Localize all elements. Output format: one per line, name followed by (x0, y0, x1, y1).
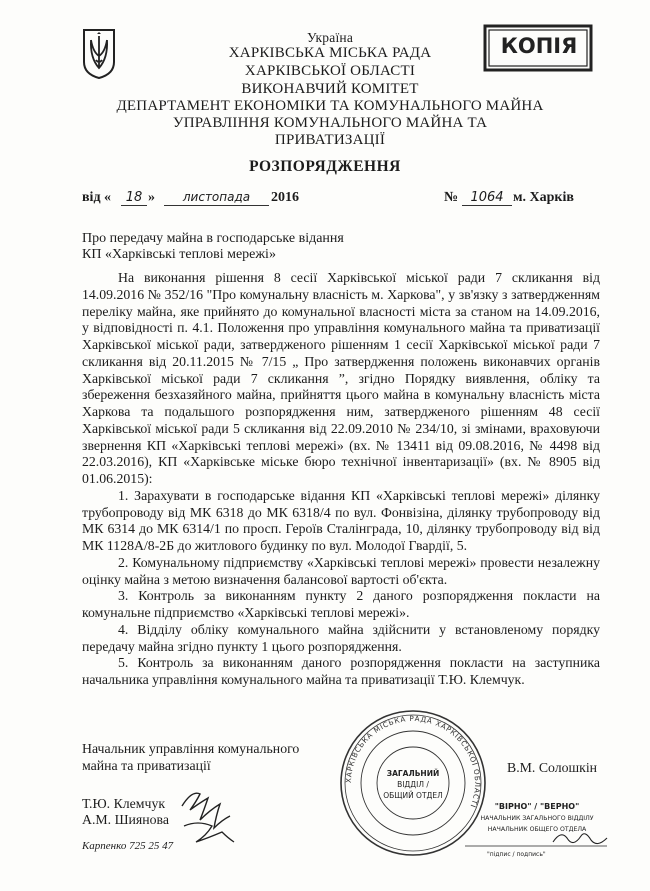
header-committee: ВИКОНАВЧИЙ КОМІТЕТ (241, 81, 419, 97)
round-stamp-center-3: ОБЩИЙ ОТДЕЛ (383, 791, 443, 800)
executor-1: Т.Ю. Клемчук (82, 796, 166, 811)
header-administration-line1: УПРАВЛІННЯ КОМУНАЛЬНОГО МАЙНА ТА (172, 115, 488, 131)
header-country: Україна (306, 30, 354, 45)
body-item-4: 4. Відділу обліку комунального майна здійснити у встановленому порядку передачу майна згідно пункту 1 цього розпорядження. (82, 621, 600, 654)
header-council: ХАРКІВСЬКА МІСЬКА РАДА (228, 45, 432, 61)
document-type-title: РОЗПОРЯДЖЕННЯ (249, 158, 401, 175)
true-stamp-line2: НАЧАЛЬНИК ЗАГАЛЬНОГО ВІДДІЛУ (480, 815, 594, 822)
body-item-3: 3. Контроль за виконанням пункту 2 даного розпорядження покласти на комунальне підприємство «Харківські теплові мережі». (82, 588, 600, 620)
true-stamp-line1: "ВІРНО" / "ВЕРНО" (494, 802, 580, 811)
date-prefix: від « (82, 190, 112, 205)
copy-stamp-text: КОПІЯ (500, 34, 578, 58)
true-stamp-line4: "підпис / подпись" (487, 851, 546, 858)
true-copy-stamp (457, 800, 615, 862)
number-prefix: № (444, 190, 459, 205)
body-item-5: 5. Контроль за виконанням даного розпорядження покласти на заступника начальника управління комунального майна та приватизації Т.Ю. Клемчук. (82, 655, 600, 687)
body-item-2: 2. Комунальному підприємству «Харківські теплові мережі» провести незалежну оцінку майна з метою визначення балансової вартості об'єкта. (82, 554, 600, 587)
round-stamp-center-1: ЗАГАЛЬНИЙ (386, 769, 440, 778)
round-stamp-center-2: ВІДДІЛ / (397, 780, 429, 789)
signatory-name: В.М. Солошкін (507, 760, 598, 775)
header-region: ХАРКІВСЬКОЇ ОБЛАСТІ (244, 63, 416, 79)
body-item-1: 1. Зарахувати в господарське відання КП «Харківські теплові мережі» ділянку трубопроводу від МК 6318 до МК 6318/4 по вул. Фонвізіна, ділянку трубопроводу від МК 6314 до МК 6314/1 по просп. Героїв Сталінграда, 10, ділянку трубопроводу від від МК 1128А/8-2Б до житлового будинку по вул. Молодої Гвардії, 5. (82, 487, 600, 553)
header-department: ДЕПАРТАМЕНТ ЕКОНОМІКИ ТА КОМУНАЛЬНОГО МАЙНА (116, 98, 544, 114)
document-number: 1064 (462, 190, 512, 206)
round-stamp-outer-text: ХАРКІВСЬКА МІСЬКА РАДА ХАРКІВСЬКОЇ ОБЛАСТІ (343, 713, 483, 810)
body-intro-paragraph: На виконання рішення 8 сесії Харківської міської ради 7 скликання від 14.09.2016 № 352/16 "Про комунальну власність м. Харкова", у зв'язку з затвердженням переліку майна, яке прийнято до комунальної власності міста за станом на 14.09.2016, у відповідності п. 4.1. Положення про управління комунального майна та приватизації Харківської міської ради, затвердженого рішенням 1 сесії Харківської міської ради 7 скликання від 20.11.2015 № 7/15 „ Про затвердження положень виконавчих органів Харківської міської ради 7 скликання ”, згідно Порядку виявлення, обліку та збереження безхазяйного майна, прийняття цього майна в комунальну власність міста Харкова та подальшого розпорядження ним, затвердженого рішенням 48 сесії Харківської міської ради 5 скликання від 22.09.2010 № 234/10, зі змінами, враховуючи звернення КП «Харківські теплові мережі» (вх. № 13411 від 09.08.2016, № 4498 від 22.03.2016), КП «Харківське міське бюро технічної інвентаризації» (вх. № 8905 від 01.06.2015): (82, 270, 600, 486)
city: м. Харків (513, 190, 574, 205)
handwritten-signature (178, 780, 240, 850)
executor-2: А.М. Шиянова (82, 812, 169, 827)
subject-line-2: КП «Харківські теплові мережі» (82, 247, 276, 262)
header-administration-line2: ПРИВАТИЗАЦІЇ (274, 132, 386, 148)
subject-line-1: Про передачу майна в господарське відання (82, 231, 344, 246)
date-month: листопада (164, 190, 269, 206)
date-quote-close: » (148, 190, 155, 205)
executor-phone: Карпенко 725 25 47 (82, 840, 174, 852)
true-stamp-line3: НАЧАЛЬНИК ОБЩЕГО ОТДЕЛА (487, 826, 587, 833)
date-year: 2016 (271, 190, 299, 205)
signatory-title-line-2: майна та приватизації (82, 758, 211, 773)
date-day: 18 (121, 190, 147, 206)
document-body (82, 270, 600, 689)
signatory-title-line-1: Начальник управління комунального (82, 741, 300, 756)
